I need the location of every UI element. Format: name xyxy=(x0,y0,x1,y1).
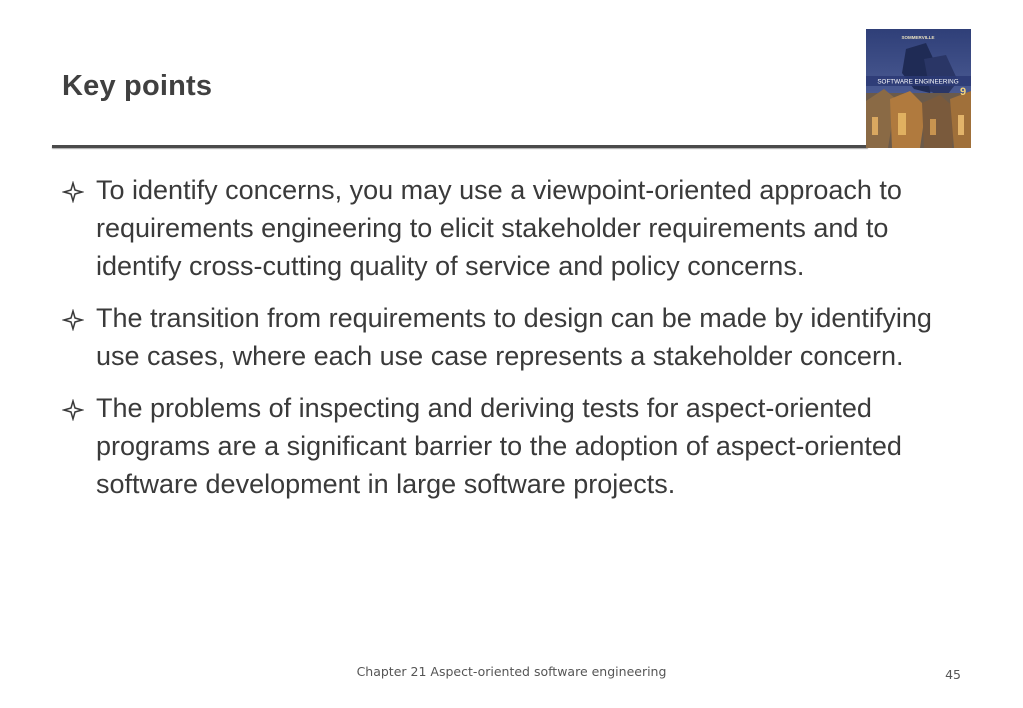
four-point-star-outline-icon xyxy=(62,181,84,203)
four-point-star-outline-icon xyxy=(62,309,84,331)
bullet-item xyxy=(62,171,962,285)
bullet-text: The transition from requirements to design can be made by identifying use cases, where each use case represents a stakeholder concern. xyxy=(96,303,932,371)
bullet-text: To identify concerns, you may use a viewpoint-oriented approach to requirements engineering to elicit stakeholder requirements and to identify cross-cutting quality of service and policy concerns. xyxy=(96,175,902,281)
title-divider xyxy=(52,145,868,148)
book-cover-title: SOFTWARE ENGINEERING xyxy=(877,78,959,86)
page-number: 45 xyxy=(945,667,961,682)
book-cover-image xyxy=(866,29,971,148)
slide-footer: Chapter 21 Aspect-oriented software engineering xyxy=(356,664,667,679)
bullet-item xyxy=(62,299,962,375)
book-cover-author: SOMMERVILLE xyxy=(901,35,935,40)
bullet-list xyxy=(62,171,962,517)
book-cover-edition: 9 xyxy=(959,86,967,98)
bullet-text: The problems of inspecting and deriving tests for aspect-oriented programs are a significant barrier to the adoption of aspect-oriented software development in large software projects. xyxy=(96,393,902,499)
bullet-item xyxy=(62,389,962,503)
slide-title: Key points xyxy=(62,70,213,102)
four-point-star-outline-icon xyxy=(62,399,84,421)
